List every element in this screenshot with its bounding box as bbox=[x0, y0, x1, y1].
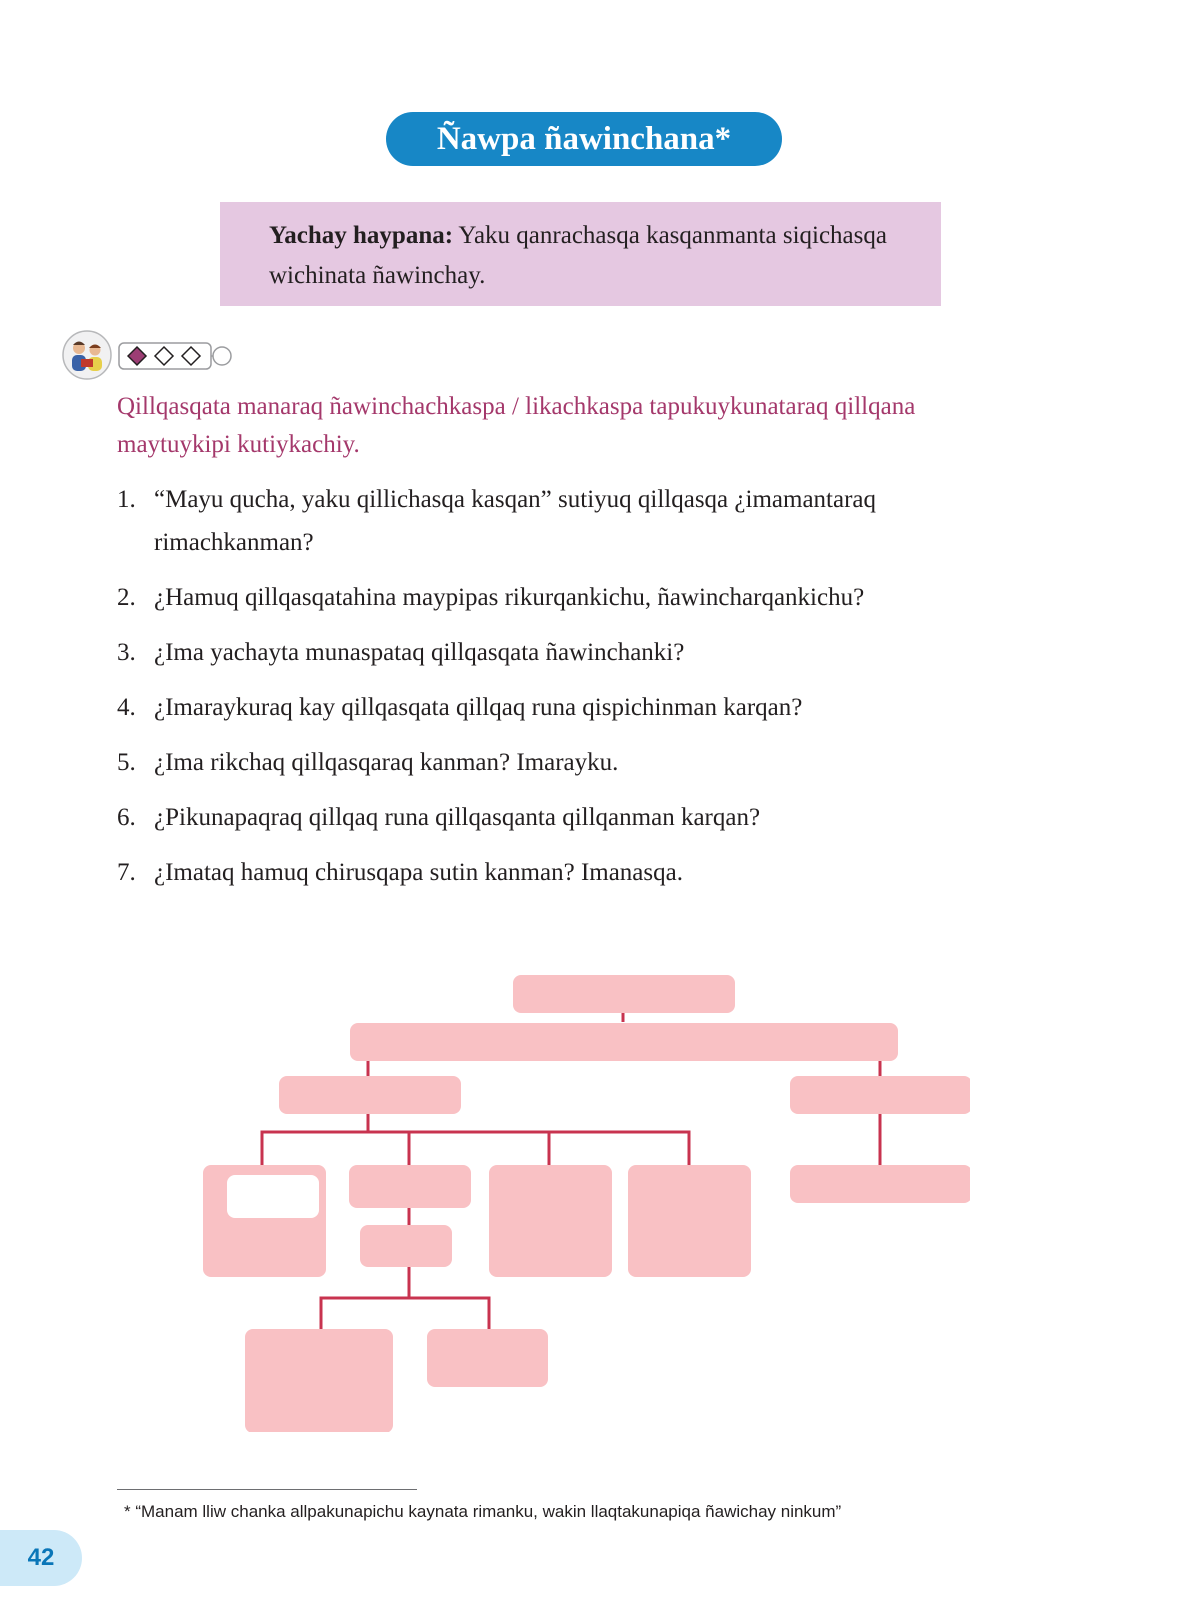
question-number: 7. bbox=[117, 859, 136, 886]
concept-map-diagram bbox=[200, 972, 970, 1432]
question-number: 2. bbox=[117, 584, 136, 611]
question-text: ¿Imataq hamuq chirusqapa sutin kanman? Imanasqa. bbox=[154, 859, 683, 886]
footnote: * “Manam lliw chanka allpakunapichu kaynata rimanku, wakin llaqtakunapiqa ñawichay ninkum” bbox=[124, 1502, 842, 1521]
diagram-box-root bbox=[513, 975, 735, 1013]
question-number: 5. bbox=[117, 749, 136, 776]
diagram-box-leaf bbox=[628, 1165, 751, 1277]
diagram-box-wide bbox=[350, 1023, 898, 1061]
question-text: “Mayu qucha, yaku qillichasqa kasqan” sutiyuq qillqasqa ¿imamantaraq rimachkanman? bbox=[154, 486, 876, 556]
instruction-text: Qillqasqata manaraq ñawinchachkaspa / likachkaspa tapukuykunataraq qillqana maytuykipi kutiykachiy. bbox=[117, 393, 916, 458]
question-item bbox=[117, 631, 1037, 674]
question-item bbox=[117, 796, 1037, 839]
question-text: ¿Hamuq qillqasqatahina maypipas rikurqankichu, ñawincharqankichu? bbox=[154, 584, 865, 611]
question-text: ¿Ima yachayta munaspataq qillqasqata ñawinchanki? bbox=[154, 639, 685, 666]
footnote-divider bbox=[117, 1489, 417, 1490]
difficulty-level-indicator bbox=[118, 340, 236, 372]
question-number: 3. bbox=[117, 639, 136, 666]
children-reading-icon bbox=[62, 330, 112, 380]
learning-goal-label: Yachay haypana: bbox=[269, 222, 454, 249]
question-number: 1. bbox=[117, 486, 136, 513]
diagram-box-right-child bbox=[790, 1165, 970, 1203]
question-item bbox=[117, 686, 1037, 729]
page-title: Ñawpa ñawinchana* bbox=[386, 112, 782, 166]
diagram-box-leaf bbox=[349, 1165, 471, 1208]
diagram-box-right bbox=[790, 1076, 970, 1114]
question-item bbox=[117, 576, 1037, 619]
diagram-box-subleaf bbox=[427, 1329, 548, 1387]
learning-goal-text: Yaku qanrachasqa kasqanmanta siqichasqa wichinata ñawinchay. bbox=[269, 222, 887, 289]
question-item bbox=[117, 478, 1037, 564]
page-number: 42 bbox=[0, 1530, 82, 1586]
question-list bbox=[117, 478, 1037, 906]
question-number: 4. bbox=[117, 694, 136, 721]
question-text: ¿Imaraykuraq kay qillqasqata qillqaq runa qispichinman karqan? bbox=[154, 694, 803, 721]
diagram-box-subleaf bbox=[245, 1329, 393, 1432]
diagram-box-leaf bbox=[489, 1165, 612, 1277]
question-item bbox=[117, 741, 1037, 784]
diagram-box-left bbox=[279, 1076, 461, 1114]
question-text: ¿Ima rikchaq qillqasqaraq kanman? Imarayku. bbox=[154, 749, 619, 776]
diagram-box-sub bbox=[360, 1225, 452, 1267]
question-text: ¿Pikunapaqraq qillqaq runa qillqasqanta qillqanman karqan? bbox=[154, 804, 761, 831]
question-item bbox=[117, 851, 1037, 894]
question-number: 6. bbox=[117, 804, 136, 831]
diagram-inner-box bbox=[227, 1175, 319, 1218]
learning-goal-box bbox=[220, 202, 941, 306]
